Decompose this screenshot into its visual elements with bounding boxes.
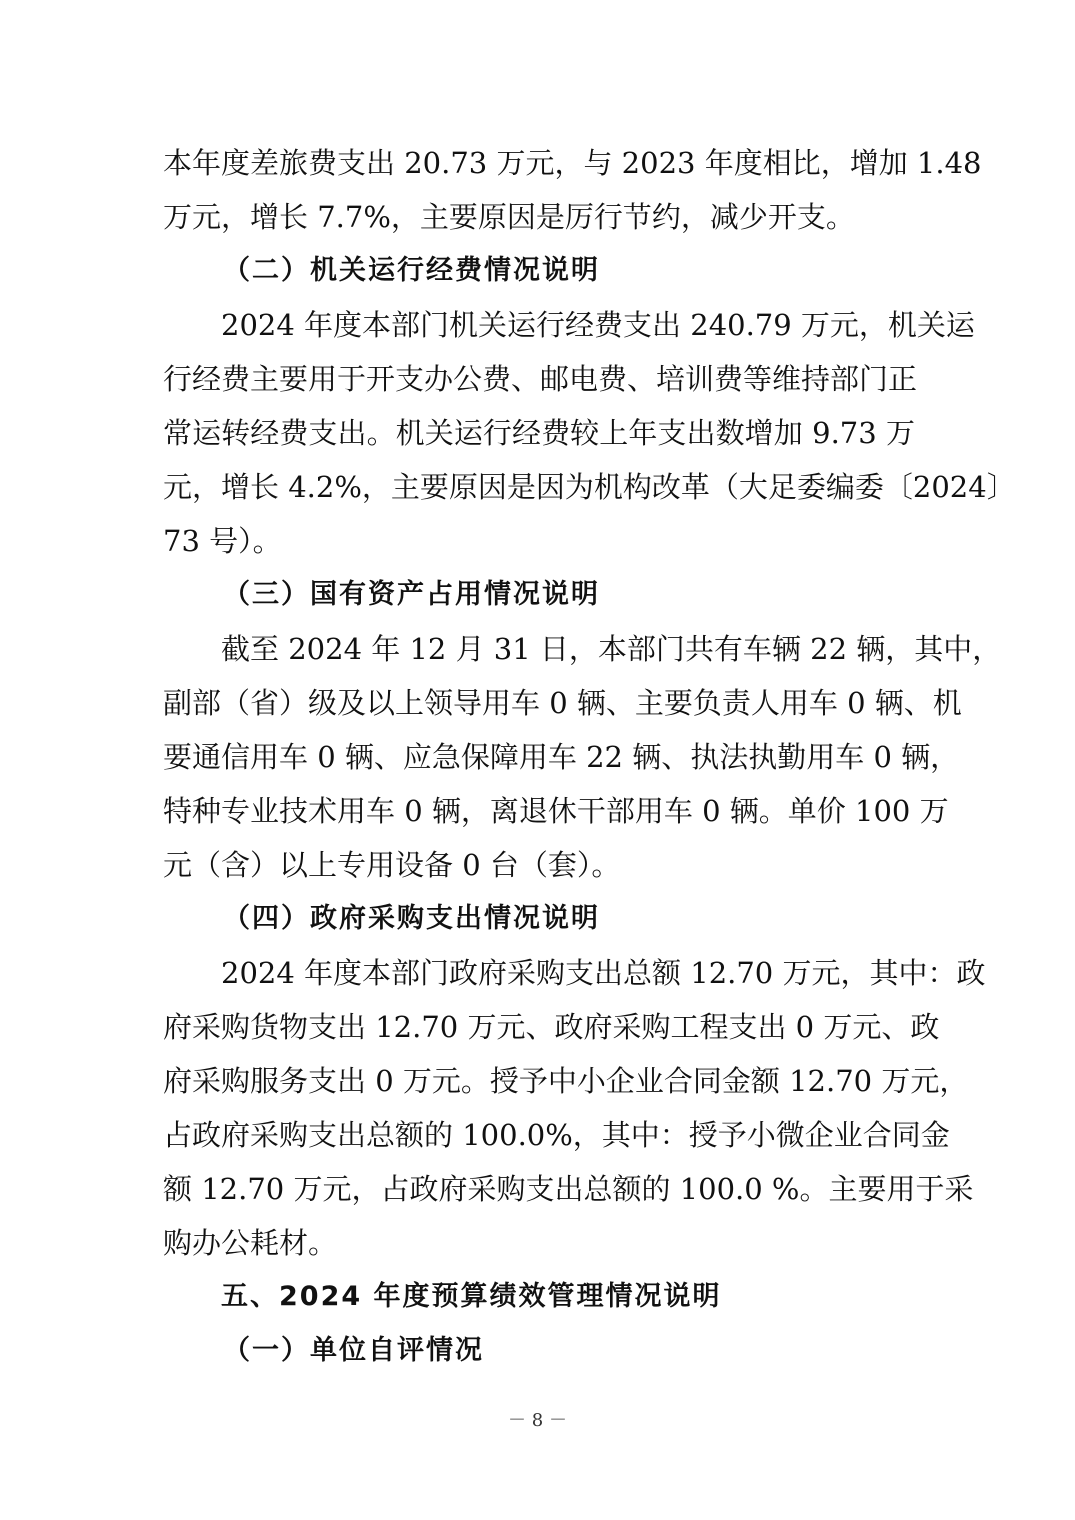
text-line: 元，增长 4.2%，主要原因是因为机构改革（大足委编委〔2024〕 (163, 470, 1016, 504)
text-line: 占政府采购支出总额的 100.0%，其中：授予小微企业合同金 (163, 1118, 950, 1152)
section-heading-state-assets: （三）国有资产占用情况说明 (223, 579, 600, 610)
text-line: 本年度差旅费支出 20.73 万元，与 2023 年度相比，增加 1.48 (163, 146, 982, 180)
text-line: 73 号）。 (163, 524, 282, 558)
text-line: 截至 2024 年 12 月 31 日，本部门共有车辆 22 辆，其中， (221, 632, 1002, 666)
text-line: 要通信用车 0 辆、应急保障用车 22 辆、执法执勤用车 0 辆， (163, 740, 960, 774)
text-line: 元（含）以上专用设备 0 台（套）。 (163, 848, 621, 882)
paragraph-state-assets (163, 622, 1002, 892)
section-heading-operating-expenses: （二）机关运行经费情况说明 (223, 255, 600, 286)
text-line: 购办公耗材。 (163, 1226, 338, 1260)
text-line: 万元，增长 7.7%，主要原因是厉行节约，减少开支。 (163, 200, 855, 234)
paragraph-operating-expenses (163, 298, 1016, 568)
paragraph-procurement (163, 946, 986, 1270)
text-line: 府采购货物支出 12.70 万元、政府采购工程支出 0 万元、政 (163, 1010, 940, 1044)
section-heading-self-evaluation: （一）单位自评情况 (223, 1335, 484, 1366)
text-line: 2024 年度本部门政府采购支出总额 12.70 万元，其中：政 (221, 956, 986, 990)
text-line: 副部（省）级及以上领导用车 0 辆、主要负责人用车 0 辆、机 (163, 686, 962, 720)
text-line: 2024 年度本部门机关运行经费支出 240.79 万元，机关运 (221, 308, 975, 342)
chapter-heading-performance: 五、2024 年度预算绩效管理情况说明 (221, 1281, 722, 1312)
paragraph-travel-expenses (163, 136, 982, 244)
page-number: － 8 － (508, 1410, 567, 1431)
text-line: 府采购服务支出 0 万元。授予中小企业合同金额 12.70 万元， (163, 1064, 969, 1098)
text-line: 行经费主要用于开支办公费、邮电费、培训费等维持部门正 (163, 362, 918, 396)
text-line: 特种专业技术用车 0 辆，离退休干部用车 0 辆。单价 100 万 (163, 794, 949, 828)
section-heading-procurement: （四）政府采购支出情况说明 (223, 903, 600, 934)
text-line: 额 12.70 万元，占政府采购支出总额的 100.0 %。主要用于采 (163, 1172, 974, 1206)
text-line: 常运转经费支出。机关运行经费较上年支出数增加 9.73 万 (163, 416, 915, 450)
document-body (163, 136, 1016, 1378)
